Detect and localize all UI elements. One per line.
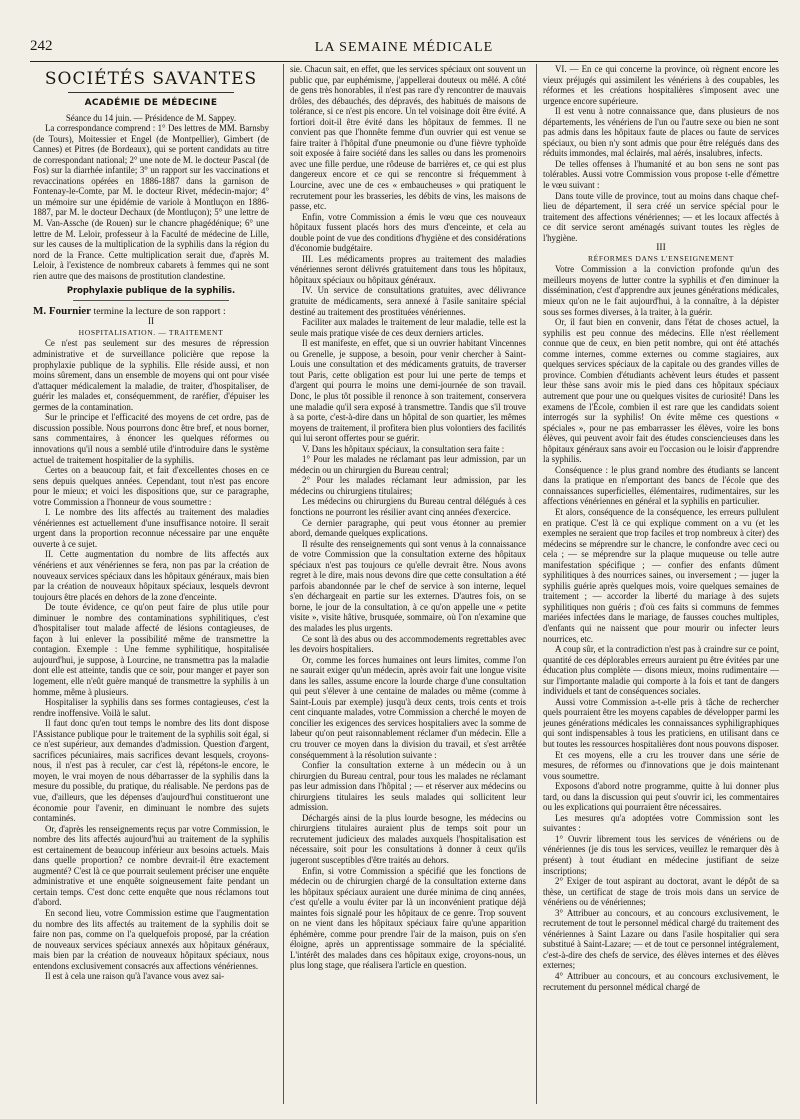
paragraph: II. Cette augmentation du nombre de lits affectés aux vénériens et aux vénériennes se fera, non pas par la création de nouveaux services spéciaux dans les hôpitaux généraux, mais bien par la création de nouveaux hôpitaux spéciaux, lesquels devront toujours être placés en dehors de la zone d'enceinte.	[33, 549, 269, 602]
paragraph: Dans toute ville de province, tout au moins dans chaque chef-lieu de département, il sera créé un service spécial pour le traitement des affections vénériennes; — et les locaux affectés à ce dit service seront aménagés suivant toutes les règles de l'hygiène.	[543, 190, 779, 243]
paragraph: Il faut donc qu'en tout temps le nombre des lits dont dispose l'Assistance publique pour le traitement de la syphilis soit égal, si ce n'est supérieur, aux demandes d'admission. Question d'argent, sacrifices pécuniaires, mais sacrifices devant lesquels, croyons-nous, il n'est pas à reculer, car c'est là, répétons-le encore, le moyen, le vrai moyen de nous débarrasser de la syphilis dans la mesure du possible, du pratique, du réalisable. Ne perdons pas de vue, d'ailleurs, que les dépenses d'aujourd'hui constitueront une économie pour l'avenir, en diminuant le nombre des sujets contaminés.	[33, 718, 269, 824]
paragraph: Il est venu à notre connaissance que, dans plusieurs de nos départements, les vénériens de l'un ou l'autre sexe ou bien ne sont pas admis dans les hôpitaux faute de places ou faute de services spéciaux, ou bien n'y sont admis que pour être relégués dans des réduits immondes, mal éclairés, mal aérés, insalubres, infects.	[543, 106, 779, 159]
column-divider	[283, 64, 284, 1104]
roman-numeral: II	[147, 317, 155, 328]
paragraph: 2° Pour les malades réclamant leur admission, par les médecins ou chirurgiens titulaires;	[290, 475, 526, 496]
paragraph: Ce n'est pas seulement sur des mesures de répression administrative et de surveillance policière que repose la prophylaxie publique de la syphilis. Elle réside aussi, et non moins sûrement, dans un ensemble de moyens qui ont pour visée d'attaquer médicalement la maladie, de traiter, d'hospitaliser, de guérir les malades et, conséquemment, de raréfier, d'épuiser les germes de la contamination.	[33, 338, 269, 412]
paragraph: Or, d'après les renseignements reçus par votre Commission, le nombre des lits affectés aujourd'hui au traitement de la syphilis est certainement de beaucoup inférieur aux besoins actuels. Mais dans quelle proportion? ce nombre devrait-il être exactement augmenté? C'est là ce que pourrait seulement préciser une enquête administrative et une enquête soigneusement faite pendant un certain temps. C'est donc cette enquête que nous réclamons tout d'abord.	[33, 823, 269, 908]
paragraph: Certes on a beaucoup fait, et fait d'excellentes choses en ce sens depuis quelques années. Cependant, tout n'est pas encore pour le mieux; et voici les dispositions que, sur ce paragraphe, votre Commission a l'honneur de vous soumettre :	[33, 465, 269, 507]
paragraph: Déchargés ainsi de la plus lourde besogne, les médecins ou chirurgiens titulaires auraient plus de temps soit pour un recrutement judicieux des malades auxquels l'hospitalisation est nécessaire, soit pour les consultations à donner à ceux qu'ils jugeront susceptibles d'être traités au dehors.	[290, 812, 526, 866]
paragraph: VI. — En ce qui concerne la province, où règnent encore les vieux préjugés qui assimilent les vénériens à des coupables, les réformes et les créations hospitalières s'imposent avec une urgence encore supérieure.	[543, 64, 779, 106]
paragraph: 3° Attribuer au concours, et au concours exclusivement, le recrutement de tout le personnel médical chargé du traitement des vénériennes à Saint Lazare ou dans l'asile hospitalier qui sera substitué à Saint-Lazare; — et de tout ce personnel intégralement, c'est-à-dire des chefs de service, des élèves internes et des élèves externes;	[543, 907, 779, 971]
paragraph: Or, il faut bien en convenir, dans l'état de choses actuel, la syphilis est peu connue des médecins. Elle n'est réellement connue que de ceux, en bien petit nombre, qui ont été attachés comme internes, comme externes ou comme stagiaires, aux quelques services spéciaux de la capitale ou des grandes villes de province. Combien d'étudiants achèvent leurs études et passent leur thèse sans avoir mis le pied dans ces hôpitaux spéciaux autrement que pour une ou quelques visites de curiosité! Dans les examens de l'École, combien il est rare que les candidats soient interrogés sur la syphilis! On évite même ces questions « spéciales », pour ne pas embarrasser les élèves, voire les bons élèves, qui peuvent avoir fait des études consciencieuses dans les hôpitaux généraux sans avoir eu l'occasion ou le loisir d'apprendre la syphilis.	[543, 317, 779, 465]
paragraph: De toute évidence, ce qu'on peut faire de plus utile pour diminuer le nombre des contaminations syphilitiques, c'est d'hospitaliser tout malade affecté de lésions contagieuses, de façon à lui enlever la possibilité même de transmettre la contagion. Exemple : Une femme syphilitique, hospitalisée aujourd'hui, je suppose, à Lourcine, ne transmettra pas la maladie dont elle est atteinte, tandis que ce soir, pour manger et payer son logement, elle n'eût guère manqué de transmettre la syphilis à un homme, même à plusieurs.	[33, 602, 269, 697]
column-left	[33, 64, 269, 1104]
paragraph: 1° Ouvrir librement tous les services de vénériens ou de vénériennes (je dis tous les services, veuillez le remarquer dès à présent) à tout étudiant en médecine justifiant de seize inscriptions;	[543, 833, 779, 876]
page-number: 242	[30, 38, 53, 54]
paragraph: III. Les médicaments propres au traitement des maladies vénériennes seront délivrés gratuitement dans tous les hôpitaux, hôpitaux spéciaux ou hôpitaux généraux.	[290, 253, 526, 285]
subsection-heading: HOSPITALISATION. — TRAITEMENT	[78, 327, 224, 337]
paragraph: Conséquence : le plus grand nombre des étudiants se lancent dans la pratique en n'emportant des bancs de l'école que des connaissances superficielles, élémentaires, rudimentaires, sur les affections vénériennes en général et la syphilis en particulier.	[543, 464, 779, 507]
paragraph: I. Le nombre des lits affectés au traitement des maladies vénériennes est actuellement d'une insuffisance notoire. Il serait urgent dans la proportion reconnue nécessaire par une enquête ouverte à ce sujet.	[33, 507, 269, 549]
paragraph: 2° Exiger de tout aspirant au doctorat, avant le dépôt de sa thèse, un certificat de stage de trois mois dans un service de vénériens ou de vénériennes;	[543, 876, 779, 908]
column-middle	[290, 64, 526, 1104]
paragraph: Il est manifeste, en effet, que si un ouvrier habitant Vincennes ou Grenelle, je suppose, a besoin, pour venir chercher à Saint-Louis une consultation et des médicaments gratuits, de traverser tout Paris, cette obligation est pour lui une perte de temps et d'argent qui pourra le moins une demi-journée de son travail. Donc, le plus tôt possible il renonce à son traitement, conservera une maladie qu'il sera exposé à transmettre. Tandis que s'il trouve à sa porte, c'est-à-dire dans un hôpital de son quartier, les mêmes moyens de traitement, il profitera bien plus volontiers des facilités qui lui seront offertes pour se guérir.	[290, 338, 526, 444]
running-head	[30, 38, 778, 58]
paragraph: 4° Attribuer au concours, et au concours exclusivement, le recrutement du personnel médical chargé de	[543, 971, 779, 992]
subheading: Prophylaxie publique de la syphilis.	[66, 285, 236, 296]
paragraph: A coup sûr, et la contradiction n'est pas à craindre sur ce point, quantité de ces déplorables erreurs auraient pu être évitées par une éducation plus complète — disons mieux, moins rudimentaire — sur l'importante maladie qui comporte à la fois et tant de dangers individuels et tant de conséquences sociales.	[543, 644, 779, 697]
paragraph: Ce sont là des abus ou des accommodements regrettables avec les devoirs hospitaliers.	[290, 633, 526, 655]
paragraph: sie. Chacun sait, en effet, que les services spéciaux ont souvent un public que, par euphémisme, j'appellerai douteux ou mêlé. A côté de gens très honorables, il n'est pas rare d'y rencontrer de mauvais drôles, des débauchés, des dépravés, des habitués de maisons de tolérance, si ce n'est pis encore. Un tel voisinage doit être évité. A fortiori doit-il être évité dans les hôpitaux de femmes. Il ne convient pas que l'honnête femme d'un ouvrier qui est venue se faire traiter à l'hôpital d'une pneumonie ou d'une fièvre typhoïde soit exposée à faire société dans les salles ou dans les promenoirs avec une fille perdue, une rôdeuse de barrières et, ce qui est plus dangereux encore et ce qui se rencontre si fréquemment à Lourcine, avec une de ces « embaucheuses » qui pratiquent le recrutement pour les brasseries, les débits de vins, les maisons de passe, etc.	[290, 64, 526, 212]
paragraph: Et ces moyens, elle a cru les trouver dans une série de mesures, de réformes ou d'innovations que je dois maintenant vous soumettre.	[543, 749, 779, 781]
speaker-text: termine la lecture de son rapport :	[93, 305, 226, 317]
paragraph: Confier la consultation externe à un médecin ou à un chirurgien du Bureau central, pour tous les malades ne réclamant pas leur admission dans l'hôpital ; — et réserver aux médecins ou chirurgiens titulaires les seuls malades qui sollicitent leur admission.	[290, 760, 526, 813]
paragraph: Enfin, si votre Commission a spécifié que les fonctions de médecin ou de chirurgien chargé de la consultation externe dans les hôpitaux spéciaux auraient une durée minima de cinq années, c'est qu'elle a voulu éviter par là un inconvénient pratique déjà maintes fois signalé pour les hôpitaux de ce genre. Trop souvent on ne vient dans les hôpitaux spéciaux faire qu'une apparition éphémère, comme pour prendre l'air de la maison, puis on s'en éloigne, après un apprentissage sommaire de la spécialité. L'intérêt des malades dans ces hôpitaux exige, croyons-nous, un plus long stage, que réalisera l'article en question.	[290, 865, 526, 971]
paragraph: Hospitaliser la syphilis dans ses formes contagieuses, c'est la rendre inoffensive. Voilà le salut.	[33, 697, 269, 718]
paragraph: Et alors, conséquence de la conséquence, les erreurs pullulent en pratique. C'est là ce qui explique comment on a vu (et les exemples ne seraient que trop faciles et trop nombreux à citer) des médecins se méprendre sur le chancre, le confondre avec ceci ou cela ; — se méprendre sur la plaque muqueuse ou telle autre manifestation spécifique ; — confier des enfants dûment syphilitiques à des nourrices saines, ou inversement ; — juger la syphilis guérie après quelques mois, voire quelques semaines de traitement ; — accorder la liberté du mariage à des sujets syphilitiques non guéris ; d'où ces faits si communs de femmes mariées infectées dans le mariage, de fausses couches multiples, d'enfants qui ne naissent que pour mourir ou infecter leurs nourrices, etc.	[543, 506, 779, 644]
paragraph: IV. Un service de consultations gratuites, avec délivrance gratuite de médicaments, sera annexé à l'asile sanitaire spécial destiné au traitement des prostituées vénériennes.	[290, 285, 526, 317]
roman-numeral: III	[656, 243, 666, 254]
paragraph: Aussi votre Commission a-t-elle pris à tâche de rechercher quels pourraient être les moyens capables de développer parmi les jeunes générations médicales les connaissances syphiligraphiques qui sont indispensables à tous les praticiens, en utilisant dans ce but toutes les ressources hospitalières dont nous pouvons disposer.	[543, 696, 779, 749]
paragraph: Les médecins ou chirurgiens du Bureau central délégués à ces fonctions ne pourront les résilier avant cinq années d'exercice.	[290, 496, 526, 517]
paragraph: Il résulte des renseignements qui sont venus à la connaissance de votre Commission que la consultation externe des hôpitaux spéciaux n'est pas toujours ce qu'elle devrait être. Nous avons regret à le dire, mais nous devons dire que cette consultation a été parfois abandonnée par le chef de service à son interne, lequel s'en déchargeait en partie sur les externes. D'autres fois, on se borne, le jour de la consultation, à ce qu'on appelle une « petite visite », visite hâtive, brusquée, sommaire, où l'on n'examine que des malades les plus urgents.	[290, 538, 526, 633]
paragraph: Or, comme les forces humaines ont leurs limites, comme l'on ne saurait exiger qu'un médecin, après avoir fait une longue visite dans les salles, assume encore la lourde charge d'une consultation qui peut s'élever à une centaine de malades ou même (comme à Saint-Louis par exemple) jusqu'à deux cents, trois cents et trois cent cinquante malades, votre Commission a cherché le moyen de concilier les exigences des services hospitaliers avec la somme de labeur qu'on peut raisonnablement réclamer d'un médecin. Elle a cru trouver ce moyen dans la division du travail, et s'est arrêtée conséquemment à la résolution suivante :	[290, 654, 526, 760]
header-rule	[30, 61, 778, 62]
paragraph: Il est à cela une raison qu'à l'avance vous avez sai-	[45, 971, 225, 982]
paragraph: Votre Commission a la conviction profonde qu'un des meilleurs moyens de lutter contre la syphilis et d'en diminuer la dissémination, c'est d'apprendre aux jeunes générations médicales, mieux qu'on ne le fait aujourd'hui, à la connaître, à la dépister sous ses formes diverses, à la traiter, à la guérir.	[543, 264, 779, 317]
paragraph: V. Dans les hôpitaux spéciaux, la consultation sera faite :	[302, 443, 505, 454]
paragraph: Exposons d'abord notre programme, quitte à lui donner plus tard, ou dans la discussion qui peut s'ouvrir ici, les commentaires ou les explications qui pourraient être nécessaires.	[543, 781, 779, 813]
paragraph: Sur le principe et l'efficacité des moyens de cet ordre, pas de discussion possible. Nous pourrons donc être bref, et nous borner, sans commentaires, à énoncer les quelques réformes ou innovations qu'il nous a semblé utile d'introduire dans le système actuel de traitement hospitalier de la syphilis.	[33, 412, 269, 465]
section-title: SOCIÉTÉS SAVANTES	[44, 69, 258, 89]
academy-heading: ACADÉMIE DE MÉDECINE	[84, 98, 218, 108]
paragraph: En second lieu, votre Commission estime que l'augmentation du nombre des lits affectés au traitement de la syphilis doit se faire non pas, comme on l'a quelquefois proposé, par la création de nouveaux services spéciaux annexés aux hôpitaux généraux, mais bien par la création de nouveaux hôpitaux spéciaux, nous entendons exclusivement consacrés aux affections vénériennes.	[33, 908, 269, 971]
speaker-line	[33, 306, 269, 318]
column-right	[543, 64, 779, 1104]
paragraph: Enfin, votre Commission a émis le vœu que ces nouveaux hôpitaux fussent placés hors des murs d'enceinte, et cela au double point de vue des conditions d'hygiène et des considérations d'économie budgétaire.	[290, 211, 526, 254]
title-rule	[68, 92, 234, 93]
paragraph: 1° Pour les malades ne réclamant pas leur admission, par un médecin ou un chirurgien du Bureau central;	[290, 454, 526, 475]
speaker-name: M. Fournier	[33, 304, 92, 317]
sitting-line: Séance du 14 juin. — Présidence de M. Sappey.	[65, 112, 237, 123]
paragraph: De telles offenses à l'humanité et au bon sens ne sont pas tolérables. Aussi votre Commission vous propose t-elle d'émettre le vœu suivant :	[543, 158, 779, 191]
paragraph: Faciliter aux malades le traitement de leur maladie, telle est la seule mais pratique visée de ces deux derniers articles.	[290, 317, 526, 338]
journal-title: LA SEMAINE MÉDICALE	[314, 40, 494, 55]
paragraph: Les mesures qu'a adoptées votre Commission sont les suivantes :	[543, 812, 779, 834]
paragraph: La correspondance comprend : 1° Des lettres de MM. Barnsby (de Tours), Moitessier et Engel (de Montpellier), Gimbert (de Cannes) et Pitres (de Bordeaux), qui se portent candidats au titre de correspondant national; 2° une note de M. le docteur Pascal (de Fos) sur la diarrhée infantile; 3° un rapport sur les vaccinations et revaccinations opérées en 1886-1887 dans la garnison de Fontenay-le-Comte, par M. le docteur Rivet, médecin-major; 4° un mémoire sur une épidémie de variole à Montluçon en 1886-1887, par M. le docteur Dechaux (de Montluçon); 5° une lettre de M. Van-Assche (de Rouen) sur le chancre phagédénique; 6° une lettre de M. Leloir, professeur à la Faculté de médecine de Lille, sur les causes de la multiplication de la syphilis dans la région du nord de la France. Cette multiplication serait due, d'après M. Leloir, à l'existence de nombreux cabarets à femmes qui ne sont rien autre que des maisons de prostitution clandestine.	[33, 123, 269, 281]
paragraph: Ce dernier paragraphe, qui peut vous étonner au premier abord, demande quelques explications.	[290, 517, 526, 539]
subsection-heading: RÉFORMES DANS L'ENSEIGNEMENT	[587, 253, 734, 263]
column-divider	[536, 64, 537, 1104]
subheading-rule	[73, 300, 229, 301]
